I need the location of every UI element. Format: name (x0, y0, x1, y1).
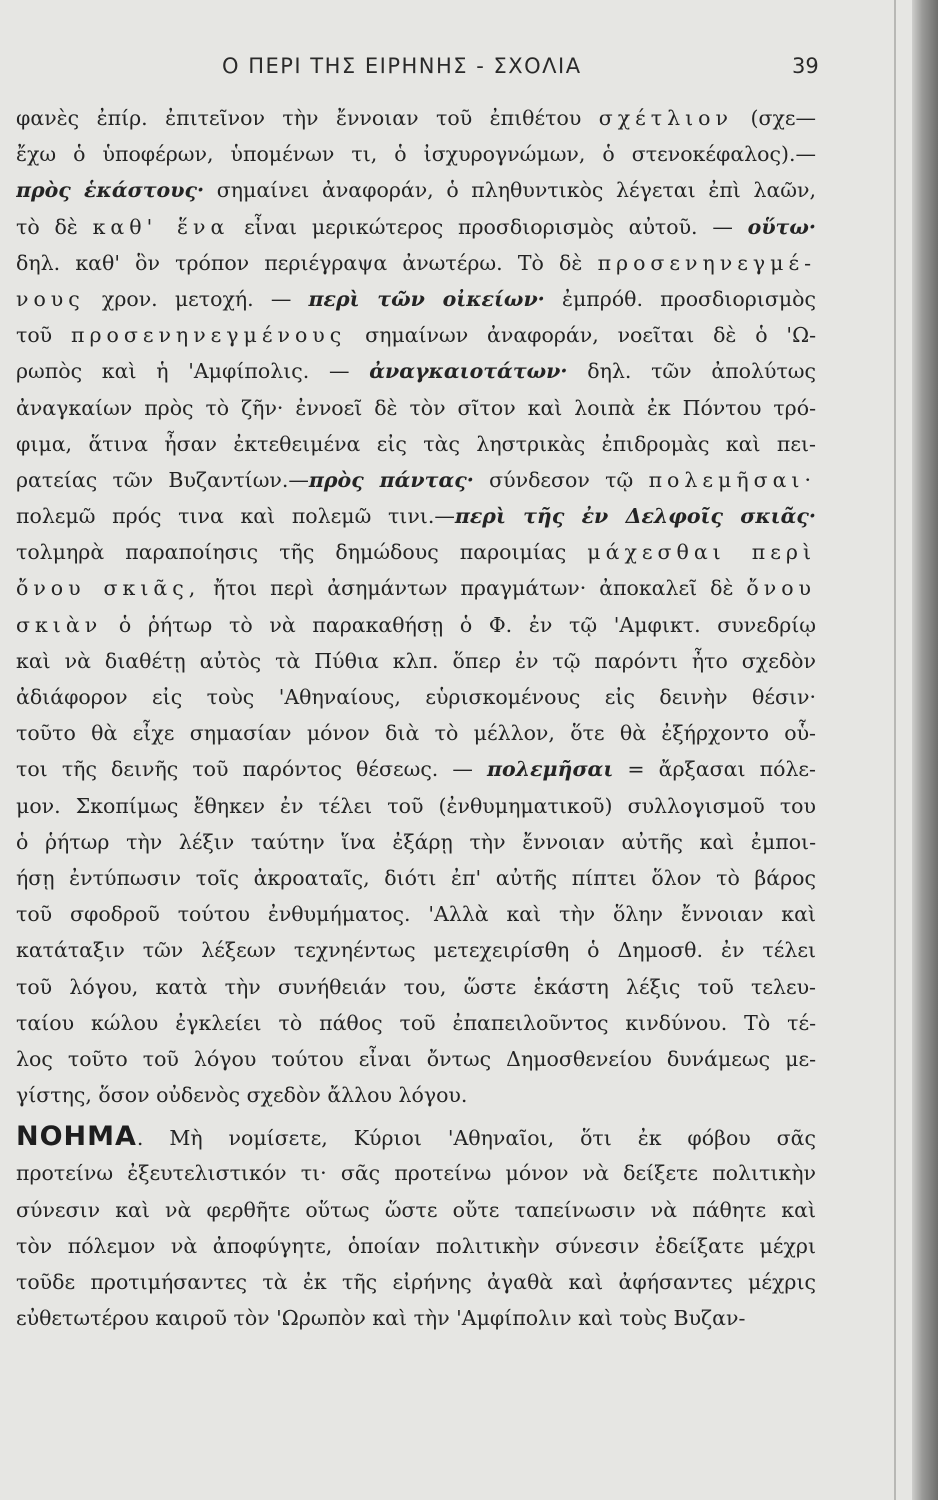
text-line (16, 715, 816, 751)
text-line (16, 245, 816, 281)
text-run: τολμηρὰ παραποίησις τῆς δημώδους παροιμίας (16, 540, 588, 565)
text-run: λος τοῦτο τοῦ λόγου τούτου εἶναι ὄντως Δημοσθενείου δυνάμεως με- (16, 1046, 816, 1071)
text-line (16, 281, 816, 317)
running-head: Ο ΠΕΡΙ ΤΗΣ ΕΙΡΗΝΗΣ - ΣΧΟΛΙΑ (222, 54, 582, 78)
text-line (16, 136, 816, 172)
text-line (16, 1155, 816, 1191)
lemma-term: πολεμῆσαι (487, 757, 614, 782)
text-run: πολεμῶ πρός τινα καὶ πολεμῶ τινι.— (16, 504, 455, 529)
page-header (0, 52, 938, 88)
text-run: τοι τῆς δεινῆς τοῦ παρόντος θέσεως. — (16, 757, 488, 782)
lemma-term: πρὸς ἑκάστους· (16, 178, 205, 203)
lemma-term: περὶ τῶν οἰκείων· (308, 286, 545, 311)
text-run: κατάταξιν τῶν λέξεων τεχνηέντως μετεχειρίσθη ὁ Δημοσθ. ἐν τέλει (16, 938, 816, 963)
text-line (16, 824, 816, 860)
text-run: ἀναγκαίων πρὸς τὸ ζῆν· ἐννοεῖ δὲ τὸν σῖτον καὶ λοιπὰ ἐκ Πόντου τρό- (16, 395, 816, 420)
text-run: προτείνω ἐξευτελιστικόν τι· σᾶς προτείνω μόνον νὰ δείξετε πολιτικὴν (16, 1161, 816, 1186)
spaced-word: καθ' ἕνα (92, 214, 230, 239)
text-run: τοῦ σφοδροῦ τούτου ἐνθυμήματος. 'Αλλὰ καὶ τὴν ὅλην ἔννοιαν καὶ (16, 902, 816, 927)
lemma-term: πρὸς πάντας· (308, 467, 474, 492)
text-run: ὁ ῥήτωρ τὴν λέξιν ταύτην ἵνα ἐξάρῃ τὴν ἔννοιαν αὐτῆς καὶ ἐμποι- (16, 829, 816, 854)
text-run: ρωπὸς καὶ ἡ 'Αμφίπολις. — (16, 359, 370, 384)
text-line (16, 1041, 816, 1077)
text-run: δηλ. καθ' ὃν τρόπον περιέγραψα ἀνωτέρω. Τὸ δὲ (16, 250, 598, 275)
text-run: σύνεσιν καὶ νὰ φερθῆτε οὕτως ὥστε οὔτε ταπείνωσιν νὰ πάθητε καὶ (16, 1197, 816, 1222)
text-line (16, 788, 816, 824)
text-line (16, 896, 816, 932)
text-line (16, 1192, 816, 1228)
text-run: τοῦδε προτιμήσαντες τὰ ἐκ τῆς εἰρήνης ἀγαθὰ καὶ ἀφήσαντες μέχρις (16, 1270, 816, 1294)
text-line (16, 1264, 816, 1300)
text-run: φιμα, ἅτινα ἦσαν ἐκτεθειμένα εἰς τὰς ληστρικὰς ἐπιδρομὰς καὶ πει- (16, 431, 816, 456)
spaced-word: νους (16, 286, 85, 311)
text-run: καὶ νὰ διαθέτῃ αὐτὸς τὰ Πύθια κλπ. ὅπερ ἐν τῷ παρόντι ἦτο σχεδὸν (16, 648, 816, 673)
text-run: τοῦτο θὰ εἶχε σημασίαν μόνον διὰ τὸ μέλλον, ὅτε θὰ ἐξήρχοντο οὗ- (16, 721, 816, 746)
lemma-term: ἀναγκαιοτάτων· (369, 359, 568, 384)
text-run: = ἄρξασαι πόλε- (613, 757, 816, 782)
text-run: ἐμπρόθ. προσδιορισμὸς (544, 286, 816, 311)
spaced-word: σχέτλιον (598, 106, 733, 130)
text-run: ήσῃ ἐντύπωσιν τοῖς ἀκροαταῖς, διότι ἐπ' αὐτῆς πίπτει ὅλον τὸ βάρος (16, 865, 816, 890)
spaced-word: ὄνου (746, 576, 816, 601)
text-line (16, 426, 816, 462)
text-line (16, 498, 816, 534)
text-run: εἶναι μερικώτερος προσδιορισμὸς αὐτοῦ. — (229, 214, 748, 239)
spaced-word: πολεμῆσαι· (648, 467, 816, 492)
text-run: φανὲς ἐπίρ. ἐπιτεῖνον τὴν ἔννοιαν τοῦ ἐπιθέτου (16, 106, 599, 130)
text-line (16, 172, 816, 208)
page-edge (912, 0, 938, 1500)
text-line (16, 932, 816, 968)
text-line (16, 209, 816, 245)
text-run: χρον. μετοχή. — (84, 286, 309, 311)
section-label: ΝΟΗΜΑ (16, 1121, 137, 1153)
spaced-word: σκιὰν (16, 612, 103, 637)
text-run: ρατείας τῶν Βυζαντίων.— (16, 467, 309, 492)
text-run: σημαίνων ἀναφοράν, νοεῖται δὲ ὁ 'Ω- (346, 323, 816, 348)
spaced-word: προσενηνεγμένους (70, 323, 347, 348)
spaced-word: προσενηνεγμέ- (597, 250, 816, 275)
text-line (16, 570, 816, 606)
text-run: γίστης, ὅσον οὐδενὸς σχεδὸν ἄλλου λόγου. (16, 1083, 468, 1108)
text-run: τὸν πόλεμον νὰ ἀποφύγητε, ὁποίαν πολιτικὴν σύνεσιν ἐδείξατε μέχρι (16, 1233, 816, 1258)
text-run: δηλ. τῶν ἀπολύτως (567, 359, 816, 384)
text-line (16, 1077, 816, 1113)
text-run: εὐθετωτέρου καιροῦ τὸν 'Ωρωπὸν καὶ τὴν 'Αμφίπολιν καὶ τοὺς Βυζαν- (16, 1306, 746, 1331)
text-line (16, 643, 816, 679)
text-line (16, 1119, 816, 1155)
text-run: ἤτοι περὶ ἀσημάντων πραγμάτων· ἀποκαλεῖ δὲ (200, 576, 747, 601)
text-run: ὁ ῥήτωρ τὸ νὰ παρακαθήσῃ ὁ Φ. ἐν τῷ 'Αμφικτ. συνεδρίῳ (102, 612, 816, 637)
text-run: ἔχω ὁ ὑποφέρων, ὑπομένων τι, ὁ ἰσχυρογνώμων, ὁ στενοκέφαλος).— (16, 142, 816, 167)
text-line (16, 100, 816, 136)
text-run: τοῦ (16, 323, 71, 348)
page-number: 39 (792, 54, 819, 78)
spaced-word: ὄνου σκιᾶς, (16, 576, 201, 601)
text-line (16, 1300, 816, 1336)
text-line (16, 462, 816, 498)
commentary-text (16, 100, 816, 1336)
text-line (16, 1228, 816, 1264)
text-run: μον. Σκοπίμως ἔθηκεν ἐν τέλει τοῦ (ἐνθυμηματικοῦ) συλλογισμοῦ του (16, 793, 816, 818)
text-line (16, 607, 816, 643)
text-line (16, 679, 816, 715)
text-line (16, 534, 816, 570)
text-line (16, 317, 816, 353)
text-run: ταίου κώλου ἐγκλείει τὸ πάθος τοῦ ἐπαπειλοῦντος κινδύνου. Τὸ τέ- (16, 1010, 816, 1035)
text-run: ἀδιάφορον εἰς τοὺς 'Αθηναίους, εὑρισκομένους εἰς δεινὴν θέσιν· (16, 685, 816, 709)
lemma-term: οὕτω· (747, 214, 816, 239)
page-gutter-shadow (894, 0, 896, 1500)
text-line (16, 390, 816, 426)
text-run: . Μὴ νομίσετε, Κύριοι 'Αθηναῖοι, ὅτι ἐκ φόβου σᾶς (136, 1126, 816, 1151)
text-run: τὸ δὲ (16, 214, 93, 239)
text-run: σημαίνει ἀναφοράν, ὁ πληθυντικὸς λέγεται ἐπὶ λαῶν, (204, 178, 816, 203)
text-run: (σχε— (732, 106, 816, 130)
text-run: σύνδεσον τῷ (473, 467, 649, 492)
text-line (16, 969, 816, 1005)
lemma-term: περὶ τῆς ἐν Δελφοῖς σκιᾶς· (454, 504, 816, 529)
text-line (16, 860, 816, 896)
text-line (16, 751, 816, 787)
text-line (16, 1005, 816, 1041)
spaced-word: μάχεσθαι περὶ (587, 540, 816, 565)
text-run: τοῦ λόγου, κατὰ τὴν συνήθειάν του, ὥστε ἑκάστη λέξις τοῦ τελευ- (16, 974, 816, 999)
text-line (16, 353, 816, 389)
